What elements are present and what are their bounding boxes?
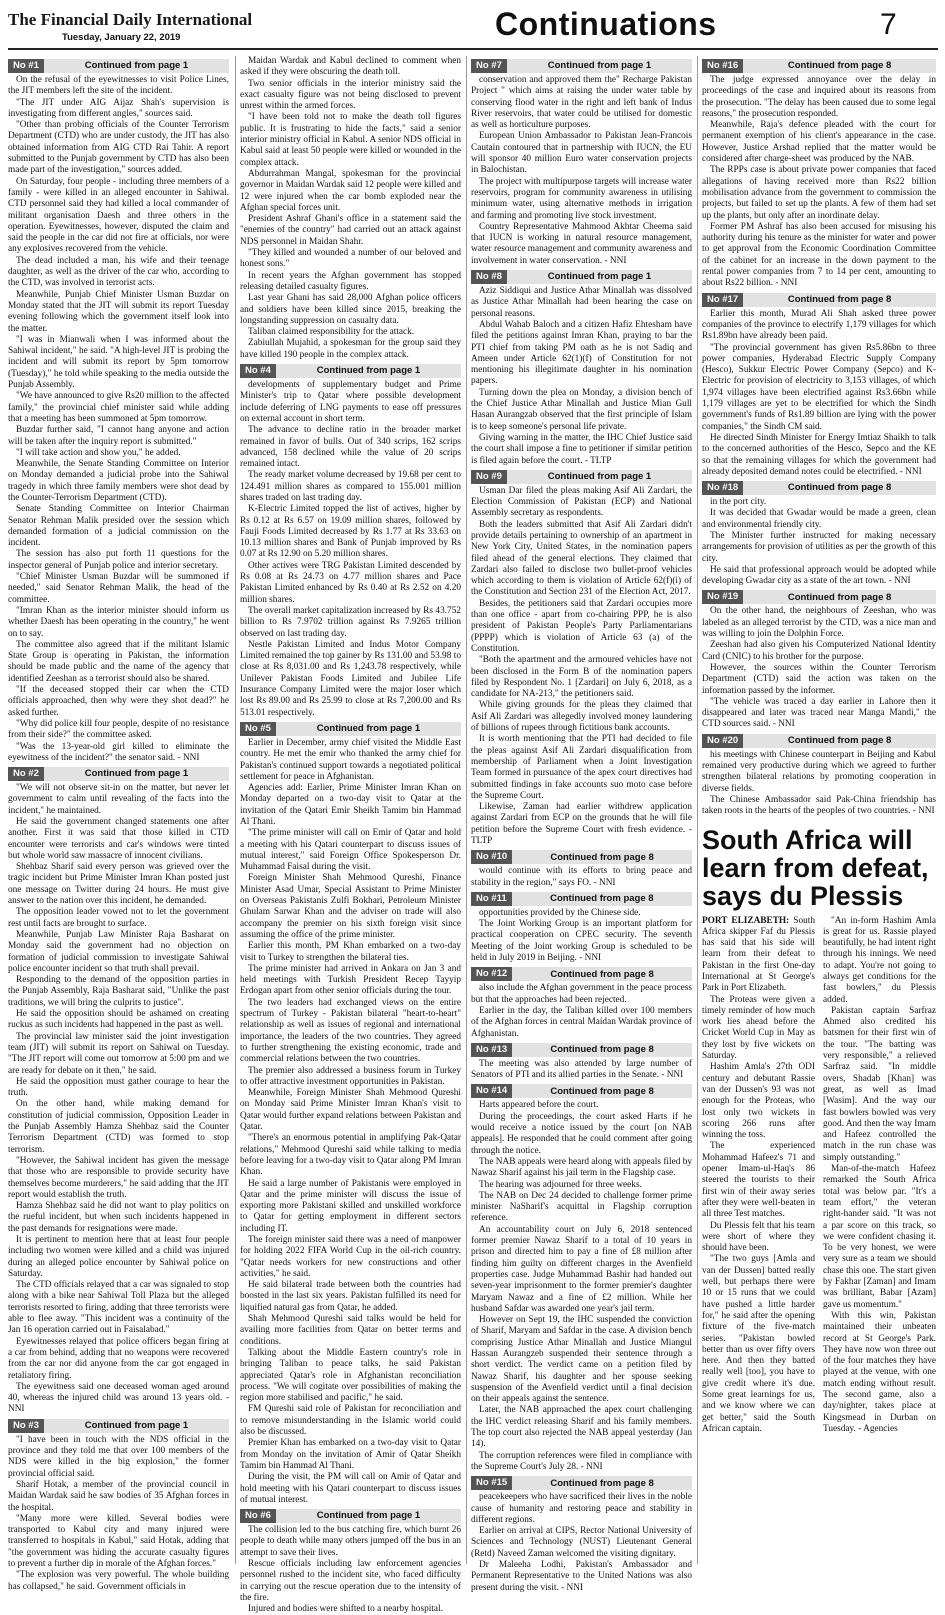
paragraph: Likewise, Zaman had earlier withdrew application against Zardari from ECP on the grounds that he will file petition before the Supreme Court with fresh evidence. - TLTP [471, 802, 692, 846]
paragraph: Eyewitnesses relayed that police officers began firing at a car from behind, adding that no weapons were recovered from the car nor did anyone from the car got engaged in retaliatory firing. [8, 1336, 229, 1381]
continued-story [8, 59, 229, 764]
paragraph: Usman Dar filed the pleas making Asif Ali Zardari, the Election Commission of Pakistan (ECP) and National Assembly secretary as respondents. [471, 485, 692, 519]
paragraph: Last year Ghani has said 28,000 Afghan police officers and soldiers have been killed since 2015, breaking the longstanding suppression on casualty data. [240, 293, 461, 326]
paragraph: It is worth mentioning that the PTI had decided to file the pleas against Asif Ali Zardari disqualification from membership of Parliament when a Joint Investigation Team formed in pursuance of the apex court directives had submitted findings in fake accounts suo moto case before the Supreme Court. [471, 734, 692, 801]
paragraph: "Was the 13-year-old girl killed to eliminate the eyewitness of the incident?" the senator said. - NNI [8, 741, 229, 763]
paragraph: He directed Sindh Minister for Energy Imtiaz Shaikh to talk to the concerned authorities of the Hesco, Sepco and the KE so that the remaining villages for which the government had already deposited demand notes could be electrified. - NNI [702, 432, 936, 477]
paragraph: On the other hand, while making demand for constitution of judicial commission, Opposition Leader in the Punjab Assembly Hamza Shehbaz said the Counter Terrorism Department (CTD) was formed to stop terrorism. [8, 1099, 229, 1155]
story-header [240, 1509, 461, 1523]
story-header [702, 293, 936, 307]
paragraph: Earlier on arrival at CIPS, Rector National University of Sciences and Technology (NUST) Lieutenant General (Retd) Naveed Zaman welcomed the visiting dignitary. [471, 1526, 692, 1559]
paragraph: Besides, the petitioners said that Zardari occupies more than one office - apart from co-chairing PPP, he is also president of Pakistan People's Party Parliamentarians (PPPP) which is violation of Article 63 (a) of the Constitution. [471, 598, 692, 654]
paragraph: Maidan Wardak and Kabul declined to comment when asked if they were obscuring the death toll. [240, 56, 461, 78]
paragraph: Man-of-the-match Hafeez remarked the South Africa total was below par. "It's a team effort," the veteran right-hander said. "It was not a par score on this track, so we were confident chasing it. To be very honest, we were very sure as a team we should chase this one. The start given by Fakhar [Zaman] and Imam was brilliant, Babar [Azam] gave us momentum." [823, 1164, 936, 1310]
section-title: Continuations [495, 6, 717, 42]
paragraph: FM Qureshi said role of Pakistan for reconciliation and to remove misunderstanding in the Islamic world could also be discussed. [240, 1404, 461, 1438]
column-divider [235, 56, 236, 1564]
paragraph: "The two guys [Amla and van der Dussen] batted really well, but perhaps there were 10 or 15 runs that we could have pushed a little harder for," he said after the opening fixture of the five-match series. "Pakistan bowled better than us over fifty overs here. And then they batted really well [too], you have to give credit where it's due. Some great learnings for us, and we know where we can get better," said the South African captain. [702, 1254, 815, 1434]
paragraph: Harts appeared before the court. [479, 1100, 599, 1111]
continued-story [8, 767, 229, 1416]
paragraph: "There's an enormous potential in amplifying Pak-Qatar relations," Mehmood Qureshi said while talking to media before leaving for a two-day visit to Qatar along PM Imran Khan. [240, 1133, 461, 1178]
dateline: PORT ELIZABETH: [702, 915, 790, 926]
continued-story [240, 722, 461, 1506]
paragraph: Zeeshan had also given his Computerized National Identity Card (CNIC) to his brother for the purpose. [702, 640, 936, 662]
paragraph: The CTD officials relayed that a car was signaled to stop along with a bike near Sahiwal Toll Plaza but the alleged terrorists resorted to firing, adding that three terrorists were able to flee away. "This incident was a continuity of the Jan 16 operation carried out in Faisalabad." [8, 1280, 229, 1336]
paragraph: The Chinese Ambassador said Pak-China friendship has taken roots in the hearts of the peoples of two countries. - NNI [702, 794, 936, 817]
paragraph: He said bilateral trade between both the countries had boosted in the last six years. Pakistan fulfilled its need for liquified natural gas from Qatar, he added. [240, 1280, 461, 1313]
continued-label: Continued from page 1 [316, 723, 421, 735]
paragraph: The ready market volume decreased by 19.68 per cent to 124.491 million shares as compared to 155.001 million shares traded on last trading day. [240, 470, 461, 503]
paragraph: The RPPs case is about private power companies that faced allegations of having received more than Rs22 billion mobilisation advance from the government to commission the projects, but failed to set up the plants. A few of them had set up the plants, but only after an inordinate delay. [702, 165, 936, 221]
paragraph: The experienced Mohammad Hafeez's 71 and opener Imam-ul-Haq's 86 steered the tourists to their first win of their away series after they were well-beaten in all three Test matches. [702, 1141, 815, 1220]
story-header [702, 481, 936, 495]
paragraph: "We have announced to give Rs20 million to the affected family," the provincial chief minister said while adding that a meeting has been summoned at 5pm tomorrow. [8, 391, 229, 424]
continued-label: Continued from page 8 [787, 735, 892, 747]
paragraph: Zabiullah Mujahid, a spokesman for the group said they have killed 190 people in the complex attack. [240, 338, 461, 360]
story-header [471, 1084, 692, 1098]
paragraph: conservation and approved them the" Recharge Pakistan Project " which aims at raising the under water table by conserving flood water in the right and left bank of Indus River reservoirs, that water could be utilised for domestic as well as horticulture purposes. [471, 75, 692, 131]
continued-story [471, 1043, 692, 1082]
story-number: No #19 [702, 590, 743, 604]
paragraph: Meanwhile, the Senate Standing Committee on Interior on Monday demanded a judicial probe into the Sahiwal tragedy in which three family members were shot dead by the Counter-Terrorism Department (CTD). [8, 459, 229, 503]
feature-headline: South Africa will learn from defeat, says du Plessis [702, 824, 929, 911]
paragraph: "The JIT under AIG Aijaz Shah's supervision is investigating from different angles," sources said. [8, 97, 229, 119]
paragraph: He said the government changed statements one after another. First it was said that those killed in CTD encounter were terrorists and car's windows were tinted but whole world saw massacre of innocent civilians. [8, 817, 229, 861]
story-number: No #10 [471, 850, 512, 864]
continued-story [702, 481, 936, 587]
paragraph: Foreign Minister Shah Mehmood Qureshi, Finance Minister Asad Umar, Special Assistant to Prime Minister on Overseas Pakistanis Zulfi Bokhari, Petroleum Minister Ghulam Sarwar Khan and the adviser on trade will also accompany the premier on his sixth foreign visit since assuming the office of the prime minister. [240, 873, 461, 940]
paragraph: Talking about the Middle Eastern country's role in bringing Taliban to peace talks, he said Pakistan appreciated Qatar's role in Afghanistan reconciliation process. "We will cogitate over possibilities of making the region more stabilised and pacific," he said. [240, 1347, 461, 1404]
paragraph: Injured and bodies were shifted to a nearby hospital. [248, 1604, 443, 1615]
story-header [471, 892, 692, 906]
paragraph: his meetings with Chinese counterpart in Beijing and Kabul remained very productive during which we agreed to further strengthen bilateral relations by promoting cooperation in diverse fields. [702, 749, 936, 794]
paragraph: Earlier in December, army chief visited the Middle East country. He met the emir who thanked the army chief for Pakistan's continued support towards a negotiated political settlement for peace in Afghanistan. [240, 737, 461, 782]
paragraph: "The prime minister will call on Emir of Qatar and hold a meeting with his Qatari counterpart to discuss issues of mutual interest," said Foreign Office Spokesperson Dr. Muhammad Faisal during the visit. [240, 828, 461, 873]
paragraph: The eyewitness said one deceased woman aged around 40, whereas the injured child was around 13 years old. - NNI [8, 1381, 229, 1415]
continued-label: Continued from page 1 [84, 60, 189, 72]
column-3 [471, 56, 692, 1593]
paragraph: President Ashraf Ghani's office in a statement said the "enemies of the country" had carried out an attack against NDS personnel in Maidan Shahr. [240, 214, 461, 247]
paragraph: "Imran Khan as the interior minister should inform us whether Daesh has been operating in the country," he went on to say. [8, 605, 229, 639]
feature-body [702, 916, 936, 1436]
story-header [471, 59, 692, 73]
paragraph: On Saturday, four people - including three members of a family - were killed in an alleged encounter in Sahiwal. CTD personnel said they had killed a local commander of militant organisation Daesh and three others in the operation. Eyewitnesses, however, disputed the claim and said the people in the car did not fire at officials, nor were any explosives recovered from the vehicle. [8, 176, 229, 255]
paragraph: The collision led to the bus catching fire, which burnt 26 people to death while many others jumped off the bus in an attempt to save their lives. [240, 1525, 461, 1558]
story-number: No #17 [702, 293, 743, 307]
paragraph: The overall market capitalization increased by Rs 43.752 billion to Rs 7.9702 trillion against Rs 7.9265 trillion observed on last trading day. [240, 605, 461, 639]
paragraph: The dead included a man, his wife and their teenage daughter, as well as the driver of the car who, according to the CTD, was involved in terrorist acts. [8, 255, 229, 289]
continued-story [240, 56, 461, 361]
column-4-stories [702, 59, 936, 818]
continued-label: Continued from page 1 [547, 271, 652, 283]
paragraph: Hamza Shehbaz said he did not want to play politics on the rueful incident, but when such incidents happened in the past demands for resignations were made. [8, 1201, 229, 1234]
paragraph: "The vehicle was traced a day earlier in Lahore then it disappeared and later was traced near Manga Mandi," the CTD sources said. - NNI [702, 696, 936, 730]
paragraph: On the other hand, the neighbours of Zeeshan, who was labeled as an alleged terrorist by the CTD, was a nice man and was willing to join the Dolphin Force. [702, 606, 936, 640]
continued-label: Continued from page 8 [550, 893, 654, 905]
paragraph: Abdurrahman Mangal, spokesman for the provincial governor in Maidan Wardak said 12 people were killed and 12 were injured when the car bomb exploded near the Afghan special forces unit. [240, 168, 461, 213]
paragraph: Meanwhile, Punjab Law Minister Raja Basharat on Monday said the government had no objection on formation of judicial commission to investigate Sahiwal police encounter incident so that truth shall prevail. [8, 929, 229, 974]
paragraph: Meanwhile, Punjab Chief Minister Usman Buzdar on Monday stated that the JIT will submit its report Tuesday evening following which the government itself look into the matter. [8, 289, 229, 334]
continued-story [471, 850, 692, 889]
paragraph: The committee also agreed that if the militant Islamic State Group is operating in Pakistan, the information should be made public and the name of the agency that identified Zeeshan as a terrorist should also be shared. [8, 639, 229, 684]
story-number: No #5 [240, 722, 276, 736]
paragraph: would continue with its efforts to bring peace and stability in the region," says FO. - NNI [471, 866, 692, 888]
paragraph: While giving grounds for the pleas they claimed that Asif Ali Zardari was allegedly involved money laundering of billions of rupees through fictitious bank accounts. [471, 700, 692, 734]
continued-story [702, 59, 936, 290]
paragraph: Rescue officials including law enforcement agencies personnel rushed to the incident site, who faced difficulty in carrying out the rescue operation due to the intensity of the fire. [240, 1559, 461, 1603]
paragraph: Both the leaders submitted that Asif Ali Zardari didn't provide details pertaining to ownership of an apartment in New York City, United States, in the nomination papers filed ahead of the general elections. They claimed that Zardari also failed to disclose two bullet-proof vehicles which according to them is violation of Article 62(f)(i) of the Constitution and Section 231 of the Election Act, 2017. [471, 519, 692, 598]
paragraph: During the visit, the PM will call on Amir of Qatar and hold meeting with his Qatari counterpart to discuss issues of mutual interest. [240, 1472, 461, 1505]
continued-label: Continued from page 1 [84, 1420, 189, 1432]
column-4 [702, 56, 936, 1564]
paragraph: "Many more were killed. Several bodies were transported to Kabul city and many injured were transferred to hospitals in Kabul," said Hotak, adding that "the government was hiding the accurate casualty figures to prevent a further dip in morale of the Afghan forces." [8, 1513, 229, 1569]
paragraph: Premier Khan has embarked on a two-day visit to Qatar from Monday on the invitation of Amir of Qatar Sheikh Tamim bin Hammad Al Thani. [240, 1438, 461, 1471]
story-number: No #4 [240, 364, 276, 378]
paragraph: Pakistan captain Sarfraz Ahmed also credited his batsmen for their first win of the tour. "The batting was very responsible," a relieved Sarfraz said. "In middle overs, Shadab [Khan] was great, as well as Imad [Wasim]. And the way our fast bowlers bowled was very good. And then the way Imam and Hafeez controlled the match in the run chase was simply outstanding." [823, 1005, 936, 1163]
continued-story [471, 1084, 692, 1473]
feature-article [702, 826, 936, 1436]
paragraph: Later, the NAB approached the apex court challenging the IHC verdict releasing Sharif and his family members. The top court also rejected the NAB appeal yesterday (Jan 14). [471, 1405, 692, 1450]
paragraph: Former PM Ashraf has also been accused for misusing his authority during his tenure as the minister for water and power to get approval from the Economic Coordination Committee of the cabinet for an increase in the down payment to the rental power companies from 7 to 14 per cent, amounting to about Rs22 billion. - NNI [702, 221, 936, 289]
continued-label: Continued from page 8 [550, 968, 654, 980]
continued-label: Continued from page 8 [787, 60, 892, 72]
paragraph: The Joint Working Group is an important platform for practical cooperation on CPEC security. The seventh Meeting of the Joint working Group is scheduled to be held in July 2019 in Beijing. - NNI [471, 919, 692, 964]
paragraph: He said the opposition should be ashamed on creating ruckus as such incidents had happened in the past as well. [8, 1009, 229, 1031]
continued-story [8, 1419, 229, 1593]
paragraph: opportunities provided by the Chinese side. [479, 907, 641, 918]
paragraph: Meanwhile, Raja's defence pleaded with the court for permanent exemption of his client's appearance in the case. However, Justice Arshad replied that the matter would be considered after charge-sheet was produced by the NAB. [702, 120, 936, 165]
paragraph: "If the deceased stopped their car when the CTD officials approached, then why were they shot dead?" he asked further. [8, 685, 229, 718]
page-number: 7 [880, 8, 897, 41]
masthead-rule [8, 48, 938, 50]
paragraph: "I was in Mianwali when I was informed about the Sahiwal incident," he said. "A high-level JIT is probing the incident and will submit its report by 5pm tomorrow (Tuesday)," he told while speaking to the media outside the Punjab Assembly. [8, 334, 229, 391]
story-header [8, 59, 229, 73]
issue-date: Tuesday, January 22, 2019 [62, 32, 181, 43]
story-number: No #20 [702, 734, 743, 748]
continued-label: Continued from page 8 [550, 851, 654, 863]
paragraph: He said a large number of Pakistanis were employed in Qatar and the prime minister will discuss the issue of exporting more Pakistani skilled and unskilled workforce to Qatar for getting employment in different sectors including IT. [240, 1178, 461, 1234]
paragraph: in the port city. [710, 497, 767, 508]
column-1 [8, 56, 229, 1592]
continued-story [240, 364, 461, 719]
paragraph: The NAB appeals were heard along with appeals filed by Nawaz Sharif against his jail term in the Flagship case. [471, 1156, 692, 1179]
story-header [471, 270, 692, 284]
story-header [471, 1043, 692, 1057]
paragraph: Meanwhile, Foreign Minister Shah Mehmood Qureshi on Monday said Prime Minister Imran Khan's visit to Qatar would further expand relations between Pakistan and Qatar. [240, 1088, 461, 1133]
paragraph: An accountability court on July 6, 2018 sentenced former premier Nawaz Sharif to a total of 10 years in prison and directed him to pay a fine of £8 million after finding him guilty on different charges in the Avenfield properties case. Judge Muhammad Bashir had handed out seven-year imprisonment to the former premier's daughter Maryam Nawaz and a fine of £2 million. While her husband Safdar was awarded one year's jail term. [471, 1224, 692, 1314]
continued-label: Continued from page 1 [316, 1510, 421, 1522]
masthead [0, 0, 945, 50]
continued-label: Continued from page 8 [787, 591, 892, 603]
continued-story [240, 1509, 461, 1615]
story-header [8, 767, 229, 781]
paragraph: During the proceedings, the court asked Harts if he would receive a notice issued by the court [on NAB appeals]. He responded that he could comment after going through the notice. [471, 1111, 692, 1156]
paragraph [702, 916, 815, 995]
paragraph: "We will not observe sit-in on the matter, but never let government to calm until revealing of the facts into the incident," he maintained. [8, 783, 229, 816]
story-header [240, 364, 461, 378]
story-number: No #6 [240, 1509, 276, 1523]
paragraph: He said the opposition must gather courage to hear the truth. [8, 1076, 229, 1099]
paragraph: "The explosion was very powerful. The whole building has collapsed," he said. Government officials in [8, 1570, 229, 1592]
paragraph: Other actives were TRG Pakistan Limited descended by Rs 0.08 at Rs 24.73 on 4.77 million shares and Pace Pakistan Limited enhanced by Rs 0.40 at Rs 2.52 on 4.20 million shares. [240, 560, 461, 605]
paragraph: Agencies add: Earlier, Prime Minister Imran Khan on Monday departed on a two-day visit to Qatar at the invitation of the Qatari Emir Sheikh Tamim bin Hammad Al Thani. [240, 783, 461, 827]
story-number: No #8 [471, 270, 507, 284]
continued-label: Continued from page 8 [787, 482, 892, 494]
paragraph: "I have been in touch with the NDS official in the province and they told me that over 100 members of the NDS were killed in the big explosion," the former provincial official said. [8, 1434, 229, 1479]
paragraph: The judge expressed annoyance over the delay in proceedings of the case and inquired about its reasons from the prosecution. "The delay has been caused due to some legal reasons," the prosecution responded. [702, 75, 936, 119]
continued-story [702, 590, 936, 730]
column-divider [466, 56, 467, 1564]
paragraph: The advance to decline ratio in the broader market remained in favor of bulls. Out of 340 scrips, 162 scrips advanced, 158 declined while the value of 20 scrips remained intact. [240, 425, 461, 470]
paragraph: "Other than probing officials of the Counter Terrorism Department (CTD) who are under custody, the JIT has also obtained information from AIG CTD Rai Tahir. A report submitted to the Punjab government by CTD has also been made part of the investigation," sources added. [8, 120, 229, 176]
story-header [471, 1476, 692, 1490]
paragraph: Sharif Hotak, a member of the provincial council in Maidan Wardak said he saw bodies of 35 Afghan forces in the hospital. [8, 1479, 229, 1513]
paragraph: developments of supplementary budget and Prime Minister's trip to Qatar where possible development include deferring of LNG payments to ease off pressures on external account in short term. [240, 380, 461, 424]
story-number: No #9 [471, 470, 507, 484]
continued-story [702, 734, 936, 818]
paragraph: He said that professional approach would be adopted while developing Gwadar city as a state of the art town. - NNI [702, 564, 936, 587]
story-header [471, 470, 692, 484]
story-number: No #7 [471, 59, 507, 73]
paragraph: Two senior officials in the interior ministry said the exact casualty figure was not being disclosed to prevent unrest within the armed forces. [240, 78, 461, 112]
story-number: No #15 [471, 1476, 512, 1490]
paragraph: Earlier this month, Murad Ali Shah asked three power companies of the province to electrify 1,179 villages for which Rs1.89bn have already been paid. [702, 308, 936, 342]
newspaper-name: The Financial Daily International [8, 10, 253, 29]
paragraph: Giving warning in the matter, the IHC Chief Justice said the court shall impose a fine to petitioner if similar petition is filed again before the court. - TLTP [471, 432, 692, 466]
paragraph-text: South Africa skipper Faf du Plessis has said that his side will learn from their defeat to Pakistan in the first One-day International at St George's Park in Port Elizabeth. [702, 915, 815, 994]
paragraph: Turning down the plea on Monday, a division bench of the Chief Justice Athar Minallah and Justice Mian Gull Hasan Aurangzab observed that the first principle of Islam is to keep someone's personal life private. [471, 387, 692, 432]
paragraph: The hearing was adjourned for three weeks. [479, 1179, 642, 1190]
continued-label: Continued from page 1 [84, 768, 189, 780]
paragraph: "Why did police kill four people, despite of no resistance from their side?" the committee asked. [8, 718, 229, 741]
paragraph: The project with multipurpose targets will increase water reservoirs, program for community awareness in utilising minimum water, using alternative methods in irrigation and farming and promoting live stock investment. [471, 176, 692, 221]
continued-story [471, 1476, 692, 1594]
paragraph: "Chief Minister Usman Buzdar will be summoned if needed," said Senator Rehman Malik, the head of the committee. [8, 572, 229, 605]
continued-label: Continued from page 1 [547, 60, 652, 72]
paragraph: On the refusal of the eyewitnesses to visit Police Lines, the JIT members left the site of the incident. [8, 75, 229, 97]
paragraph: However on Sept 19, the IHC suspended the conviction of Sharif, Maryam and Safdar in the case. A division bench comprising Justice Athar Minallah and Justice Miangul Hassan Aurangzeb suspended their sentence through a short verdict. The verdict came on a petition filed by Nawaz Sharif, his daughter and her spouse seeking suspension of the Avenfield verdict until a final decision on their appeals against the sentence. [471, 1315, 692, 1405]
paragraph: Country Representative Mahmood Akhtar Cheema said that IUCN is working in natural resource management, water resource management and community awareness and involvement in water conservation. - NNI [471, 221, 692, 266]
story-header [471, 850, 692, 864]
paragraph: Abdul Wahab Baloch and a citizen Hafiz Ehtesham have filed the petitions against Imran Khan, praying to bar the PTI chief from taking PM oath as he is not Sadiq and Ameen under Article 62(1)(f) of Constitution for not mentioning his illegitimate daughter in his nomination papers. [471, 319, 692, 387]
paragraph: With this win, Pakistan maintained their unbeaten record at St George's Park. They have now won three out of the four matches they have played at the venue, with one match ending without result. The second game, also a day/nighter, takes place at Kingsmead in Durban on Tuesday. - Agencies [823, 1310, 936, 1434]
paragraph: Earlier this month, PM Khan embarked on a two-day visit to Turkey to strengthen the bilateral ties. [240, 941, 461, 963]
paragraph: It is pertinent to mention here that at least four people including two women were killed and a child was injured during an alleged police encounter by Sahiwal police on Saturday. [8, 1234, 229, 1279]
paragraph: peacekeepers who have sacrificed their lives in the noble cause of humanity and restoring peace and stability in different regions. [471, 1492, 692, 1525]
paragraph: Taliban claimed responsibility for the attack. [248, 327, 415, 338]
continued-label: Continued from page 8 [550, 1044, 654, 1056]
story-header [240, 722, 461, 736]
story-number: No #12 [471, 967, 512, 981]
paragraph: "I will take action and show you," he added. [16, 447, 181, 458]
continued-label: Continued from page 8 [787, 293, 892, 305]
paragraph: The two leaders had exchanged views on the entire spectrum of Turkey - Pakistan bilateral "heart-to-heart" relationship as well as issues of regional and international importance, the leaders of the two countries. They agreed to further strengthening the existing economic, trade and commercial relations between the two countries. [240, 997, 461, 1065]
paragraph: The session has also put forth 11 questions for the inspector general of Punjab police and interior secretary. [8, 549, 229, 571]
continued-label: Continued from page 8 [550, 1477, 654, 1489]
continued-label: Continued from page 1 [547, 471, 652, 483]
story-header [8, 1419, 229, 1433]
paragraph: European Union Ambassador to Pakistan Jean-Francois Cautain contoured that in partnership with IUCN, the EU will sponsor 40 million Euro water conservation projects in Balochistan. [471, 131, 692, 176]
paragraph: The opposition leader vowed not to let the government rest until facts are brought to surface. [8, 907, 229, 929]
paragraph: The prime minister had arrived in Ankara on Jan 3 and held meetings with Turkish President Recep Tayyip Erdogan apart from other senior officials during the tour. [240, 963, 461, 997]
continued-label: Continued from page 1 [316, 365, 421, 377]
paragraph: "However, the Sahiwal incident has given the message that those who are responsible to provide security have themselves become murderers," he said adding that the JIT report would establish the truth. [8, 1155, 229, 1200]
paragraph: The Minister further instructed for making necessary arrangements for provision of utilities as per the growth of this city. [702, 530, 936, 564]
paragraph: also include the Afghan government in the peace process but that the approaches had been rejected. [471, 983, 692, 1005]
continued-story [702, 293, 936, 478]
paragraph: Du Plessis felt that his team were short of where they should have been. [702, 1220, 815, 1254]
story-number: No #1 [8, 59, 44, 73]
paragraph: "An in-form Hashim Amla is great for us. Rassie played beautifully, he had intent right through his innings. We need to adapt. You're not going to always get conditions for the fast bowlers," du Plessis added. [823, 915, 936, 1005]
column-2 [240, 56, 461, 1615]
story-number: No #18 [702, 481, 743, 495]
paragraph: It was decided that Gwadar would be made a green, clean and environmental friendly city. [702, 508, 936, 530]
paragraph: The NAB on Dec 24 decided to challenge former prime minister NaSharif's acquittal in Flagship corruption reference. [471, 1190, 692, 1224]
paragraph: The foreign minister said there was a need of manpower for holding 2022 FIFA World Cup in the oil-rich country. "Qatar needs workers for new constructions and other activities," he said. [240, 1234, 461, 1279]
paragraph: "I have been told not to make the death toll figures public. It is frustrating to hide the facts," said a senior interior ministry official in Kabul. A senior NDS official in Kabul said at least 50 people were killed or wounded in the complex attack. [240, 112, 461, 168]
paragraph: Shehbaz Sharif said every person was grieved over the tragic incident but Prime Minister Imran Khan posted just one message on Twitter during 24 hours. He must give answer to the nation over this incident, he demanded. [8, 862, 229, 907]
story-number: No #2 [8, 767, 44, 781]
story-number: No #14 [471, 1084, 512, 1098]
story-number: No #3 [8, 1419, 44, 1433]
paragraph: The premier also addressed a business forum in Turkey to offer attractive investment opportunities in Pakistan. [240, 1065, 461, 1087]
paragraph: The Proteas were given a timely reminder of how much work lies ahead before the Cricket World Cup in May as they lost by five wickets on Saturday. [702, 994, 815, 1062]
paragraph: Shah Mehmood Qureshi said talks would be held for availing more facilities from Qatar on better terms and conditions. [240, 1314, 461, 1347]
paragraph: Hashim Amla's 27th ODI century and debutant Rassie van der Dussen's 93 was not enough for the Proteas, who lost only two wickets in scoring 266 runs after winning the toss. [702, 1062, 815, 1141]
paragraph: Buzdar further said, "I cannot hang anyone and action will be taken after the inquiry report is submitted." [8, 425, 229, 447]
story-number: No #11 [471, 892, 512, 906]
paragraph: Earlier in the day, the Taliban killed over 100 members of the Afghan forces in central Maidan Wardak province of Afghanistan. [471, 1005, 692, 1039]
story-header [702, 734, 936, 748]
paragraph: K-Electric Limited topped the list of actives, higher by Rs 0.12 at Rs 6.57 on 19.09 million shares, followed by Fauji Foods Limited decreased by Rs 1.77 at Rs 33.63 on 10.13 million shares and Bank of Punjab improved by Rs 0.07 at Rs 12.90 on 5.20 million shares. [240, 504, 461, 560]
paragraph: In recent years the Afghan government has stopped releasing detailed casualty figures. [240, 270, 461, 292]
paragraph: The meeting was also attended by large number of Senators of PTI and its allied parties in the Senate. - NNI [471, 1058, 692, 1081]
paragraph: "Both the apartment and the armoured vehicles have not been disclosed in the Form B of the nomination papers filed by Respondent No. 1 [Zardari] on July 6, 2018, as a candidate for NA-213," the petitioners said. [471, 655, 692, 700]
paragraph: The provincial law minister said the joint investigation team (JIT) will submit its report on Sahiwal on Tuesday. "The JIT report will come out tomorrow at 5:00 pm and we are ready for debate on it then," he said. [8, 1031, 229, 1076]
story-header [471, 967, 692, 981]
paragraph: Senate Standing Committee on Interior Chairman Senator Rehman Malik presided over the session which demanded formation of a judicial commission on the incident. [8, 504, 229, 549]
story-header [702, 59, 936, 73]
column-divider [697, 56, 698, 1564]
paragraph: Responding to the demand of the opposition parties in the Punjab Assembly, Raja Basharat said, "Unlike the past traditions, we will bring the culprits to justice". [8, 975, 229, 1008]
paragraph: Aziz Siddiqui and Justice Athar Minallah was dissolved as Justice Athar Minallah had been hearing the case on personal reasons. [471, 286, 692, 319]
continued-story [471, 892, 692, 964]
paragraph: "They killed and wounded a number of our beloved and honest sons." [240, 248, 461, 270]
continued-story [471, 59, 692, 267]
continued-story [471, 470, 692, 848]
paragraph: However, the sources within the Counter Terrorism Department (CTD) said the action was taken on the information passed by the informer. [702, 662, 936, 696]
continued-story [471, 967, 692, 1039]
story-header [702, 590, 936, 604]
continued-story [471, 270, 692, 467]
paragraph: Nestle Pakistan Limited and Indus Motor Company Limited remained the top gainer by Rs 131.00 and 53.98 to close at Rs 8,031.00 and Rs 1,243.78 respectively, while Unilever Pakistan Foods Limited and Jubilee Life Insurance Company Limited were the major loser which lost Rs 89.00 and Rs 25.99 to close at Rs 7,200.00 and Rs 513.01 respectively. [240, 639, 461, 718]
paragraph: Dr Maleeha Lodhi, Pakistan's Ambassador and Permanent Representative to the United Nations was also present during the visit. - NNI [471, 1560, 692, 1593]
paragraph: "The provincial government has given Rs5.86bn to three power companies, Hyderabad Electric Supply Company (Hesco), Sukkur Electric Power Company (Sepco) and K-Electric for provision of electricity to 3,153 villages, of which 1,974 villages have been electrified against Rs3.66bn while 1,179 villages are yet to be electrified for which the Sindh government's funds of Rs1.89 billion are lying with the power companies," the Sindh CM said. [702, 342, 936, 432]
paragraph: The corruption references were filed in compliance with the Supreme Court's July 28. - NNI [471, 1450, 692, 1472]
continued-label: Continued from page 8 [550, 1085, 654, 1097]
story-number: No #16 [702, 59, 743, 73]
story-number: No #13 [471, 1043, 512, 1057]
